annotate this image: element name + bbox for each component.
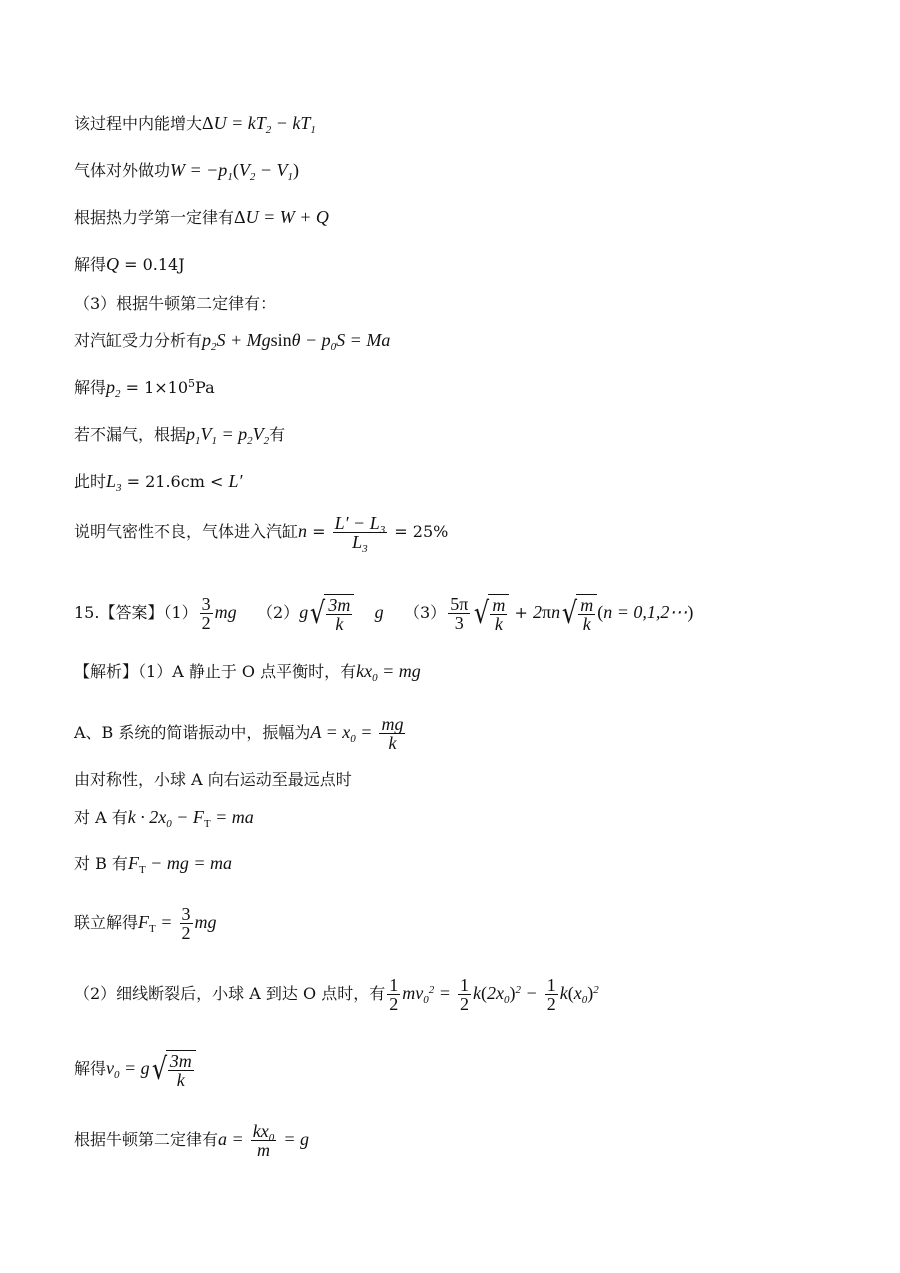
fraction: $\frac{kx_0}{m}$ bbox=[252, 1121, 275, 1160]
line-amplitude: A、B 系统的简谐振动中，振幅为$A = x_0$ = $\frac{mg}{k}$ bbox=[74, 714, 404, 753]
text: （1） bbox=[163, 603, 198, 622]
line-newton: 根据牛顿第二定律有a = $\frac{kx_0}{m}$ = g bbox=[74, 1121, 309, 1160]
line-eq-b: 对 B 有$F_T$ − mg = ma bbox=[74, 853, 232, 876]
sqrt: √ $\frac{3m}{k}$ bbox=[150, 1050, 196, 1089]
text: 对 A 有 bbox=[74, 808, 128, 827]
fraction: $\frac{3}{2}$ bbox=[181, 904, 191, 943]
fraction: $\frac{L' - L_3}{L_3}$ bbox=[334, 513, 386, 555]
text: 根据牛顿第二定律有 bbox=[74, 1130, 219, 1149]
text: 根据热力学第一定律有 bbox=[74, 208, 235, 227]
text: 此时 bbox=[74, 472, 107, 491]
fraction: $\frac{1}{2}$ bbox=[546, 975, 556, 1014]
sqrt: √ $\frac{m}{k}$ bbox=[472, 594, 509, 633]
text: 说明气密性不良，气体进入汽缸 bbox=[74, 522, 299, 541]
analysis-tag: 【解析】 bbox=[74, 662, 139, 681]
line-symmetry bbox=[74, 769, 352, 791]
line-force-analysis: 对汽缸受力分析有$p_2S + Mgsin\theta - p_0S = Ma$ bbox=[74, 330, 391, 353]
text: （3）根据牛顿第二定律有： bbox=[74, 294, 277, 313]
text: 由对称性，小球 A 向右运动至最远点时 bbox=[74, 770, 352, 789]
text: 解得 bbox=[74, 1059, 107, 1078]
line-work: 气体对外做功$W = -p_1(V_2 - V_1)$ bbox=[74, 160, 299, 183]
line-ft-result: 联立解得$F_T$ = $\frac{3}{2}$ mg bbox=[74, 904, 217, 943]
line-v0-result: 解得$v_0 = g√$ $\frac{3m}{k}$ bbox=[74, 1050, 196, 1089]
q-value: 0.14J bbox=[142, 255, 185, 274]
line-boyle-law: 若不漏气，根据$p_1V_1 = p_2V_2$有 bbox=[74, 424, 286, 447]
line-part3-heading bbox=[74, 293, 276, 315]
p2-unit: Pa bbox=[195, 378, 215, 397]
text: 有 bbox=[269, 425, 286, 444]
text: 该过程中内能增大 bbox=[74, 114, 203, 133]
sqrt: √ $\frac{m}{k}$ bbox=[560, 594, 597, 633]
fraction: $\frac{mg}{k}$ bbox=[381, 714, 404, 753]
text: 联立解得 bbox=[74, 913, 139, 932]
text: A、B 系统的简谐振动中，振幅为 bbox=[74, 723, 311, 742]
line-leak-ratio: 说明气密性不良，气体进入汽缸n = $\frac{L' - L_3}{L_3}$ = 25% bbox=[74, 513, 449, 555]
line-l3-result: 此时$L_3 = 21.6cm < L'$ bbox=[74, 471, 243, 494]
p2-exponent: 5 bbox=[188, 377, 196, 390]
line-first-law: 根据热力学第一定律有ΔU = W + Q bbox=[74, 207, 329, 227]
line-eq-a: 对 A 有$k \cdot 2x_0 - F_T$ = ma bbox=[74, 807, 254, 830]
n-condition: n = 0,1,2⋯ bbox=[603, 602, 688, 622]
fraction: $\frac{3}{2}$ bbox=[201, 594, 211, 633]
fraction: $\frac{5\pi}{3}$ bbox=[450, 594, 469, 633]
line-answer-15: 15.【答案】（1） $\frac{3}{2}$ mg （2）g√ $\frac{3m}{k}$ g （3） $\frac{5\pi}{3}$ √ $\frac{m}{k}$ + 2πn√ $\frac{m}{k}$ (n = 0,1,2⋯) bbox=[74, 594, 694, 634]
fraction: $\frac{1}{2}$ bbox=[459, 975, 469, 1014]
fraction: $\frac{1}{2}$ bbox=[389, 975, 399, 1014]
sqrt: √ $\frac{3m}{k}$ bbox=[308, 594, 354, 633]
text: 若不漏气，根据 bbox=[74, 425, 187, 444]
text: （1）A 静止于 O 点平衡时，有 bbox=[138, 662, 357, 681]
line-energy: （2）细线断裂后，小球 A 到达 O 点时，有 $\frac{1}{2}$ $mv_0^2$ = $\frac{1}{2}$ $k(2x_0)^2$ − $\frac{1}{2}$ $k(x_0)^2$ bbox=[74, 975, 599, 1014]
line-q-result: 解得Q = 0.14J bbox=[74, 254, 185, 274]
l3-value: 21.6cm bbox=[145, 472, 205, 491]
line-p2-result: 解得$p_2 = 1\times 10^5Pa$ bbox=[74, 377, 215, 400]
question-number: 15. bbox=[74, 603, 100, 622]
text: （2）细线断裂后，小球 A 到达 O 点时，有 bbox=[74, 984, 386, 1003]
text: 解得 bbox=[74, 378, 107, 397]
p2-value: 1×10 bbox=[144, 378, 189, 397]
n-percent: 25% bbox=[412, 522, 449, 541]
text: 对汽缸受力分析有 bbox=[74, 331, 203, 350]
line-analysis-1: 【解析】（1）A 静止于 O 点平衡时，有$kx_0$ = mg bbox=[74, 661, 421, 684]
text: 气体对外做功 bbox=[74, 161, 171, 180]
answer-tag: 【答案】 bbox=[99, 603, 164, 622]
line-internal-energy: 该过程中内能增大$\Delta U = kT_2 - kT_1$ bbox=[74, 113, 316, 136]
text: （3） bbox=[404, 603, 447, 622]
text: （2） bbox=[257, 603, 300, 622]
text: 解得 bbox=[74, 255, 107, 274]
text: 对 B 有 bbox=[74, 854, 128, 873]
